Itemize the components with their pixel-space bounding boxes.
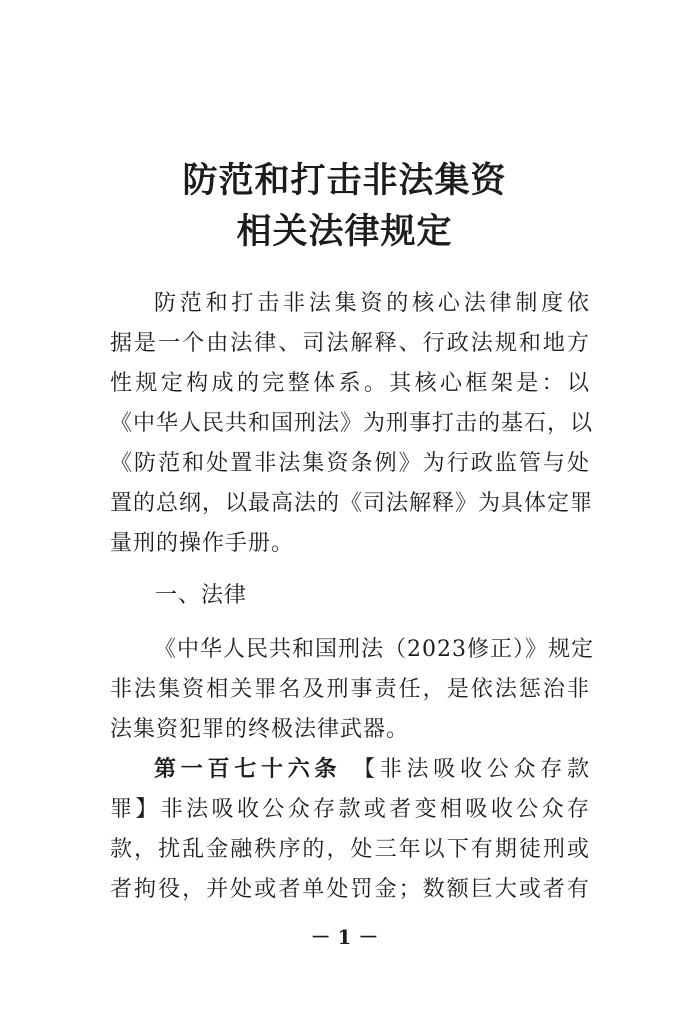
intro-line: 《防范和处置非法集资条例》为行政监管与处 [110,451,590,476]
article-number: 第一百七十六条 [154,757,342,782]
intro-line: 置的总纲，以最高法的《司法解释》为具体定罪 [110,491,594,516]
article-line: 者拘役，并处或者单处罚金；数额巨大或者有 [110,877,590,902]
law-intro-line: 法集资犯罪的终极法律武器。 [110,717,410,742]
law-intro-line: 非法集资相关罪名及刑事责任，是依法惩治非 [110,677,590,702]
intro-line: 性规定构成的完整体系。其核心框架是：以 [110,371,590,396]
article-line: 罪】非法吸收公众存款或者变相吸收公众存 [110,797,590,822]
page-title-line-1: 防范和打击非法集资 [182,161,507,201]
article-first-line [110,750,590,790]
intro-line: 量刑的操作手册。 [110,531,295,556]
page-title-line-2: 相关法律规定 [236,212,453,252]
intro-line: 防范和打击非法集资的核心法律制度依 [154,291,590,316]
page-number: － 1 － [310,925,379,949]
law-intro-paragraph [110,630,594,750]
intro-line: 《中华人民共和国刑法》为刑事打击的基石，以 [110,411,594,436]
intro-line: 据是一个由法律、司法解释、行政法规和地方 [110,331,590,356]
article-paragraph [110,750,590,910]
section-heading: 一、法律 [155,583,248,608]
intro-paragraph [110,284,594,564]
article-title-start: 【非法吸收公众存款 [353,757,590,782]
article-line: 款，扰乱金融秩序的，处三年以下有期徒刑或 [110,837,590,862]
law-intro-line: 《中华人民共和国刑法（2023修正）》规定 [154,637,594,662]
